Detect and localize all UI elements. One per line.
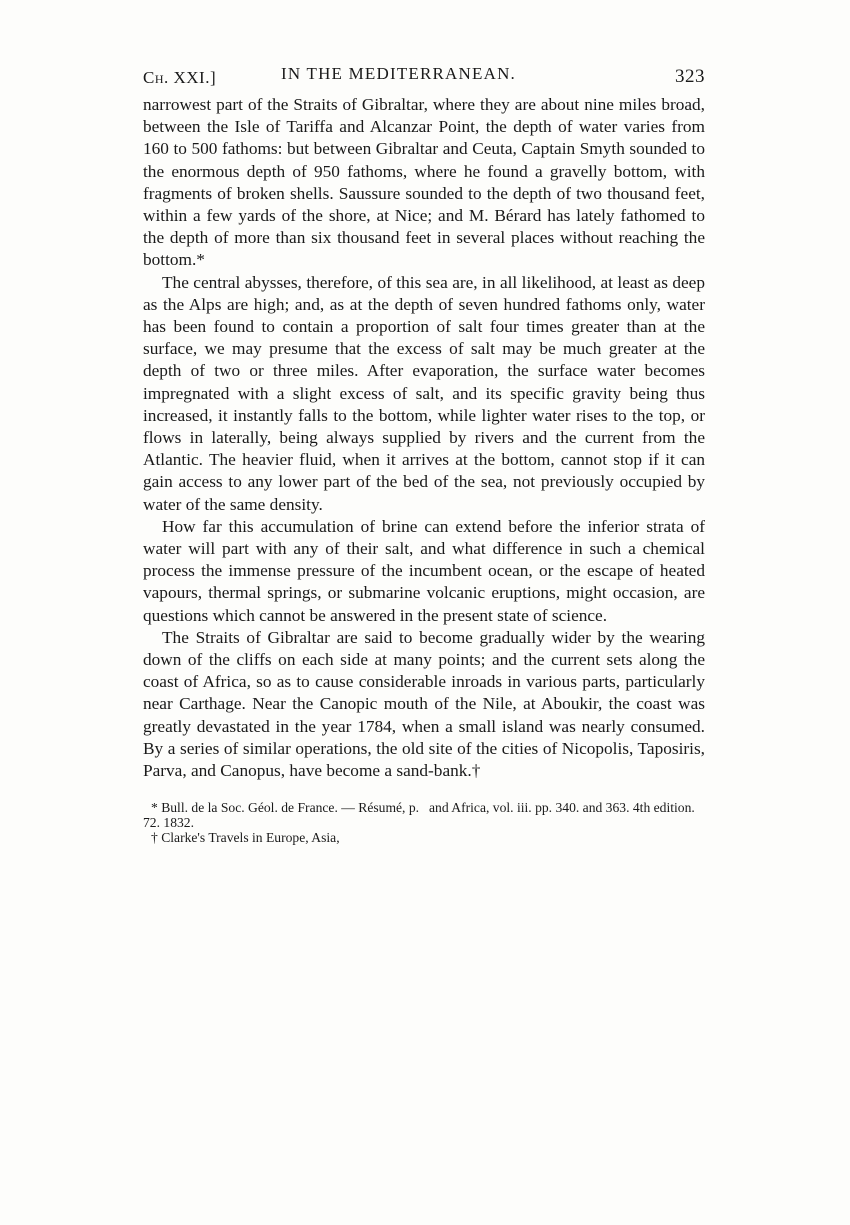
page-number: 323 (675, 66, 705, 87)
page (143, 60, 705, 845)
body-text (143, 94, 705, 782)
running-title: IN THE MEDITERRANEAN. (281, 64, 517, 83)
footnotes (143, 800, 705, 845)
chapter-marker: Ch. XXI.] (143, 68, 217, 87)
paragraph: How far this accumulation of brine can extend before the inferior strata of water will part with any of their salt, and what difference in such a chemical process the immense pressure of the incumbent ocean, or the escape of heated vapours, thermal springs, or submarine volcanic eruptions, might occasion, are questions which cannot be answered in the present state of science. (143, 516, 705, 625)
running-head (143, 60, 705, 90)
footnote-column-left (143, 800, 423, 845)
paragraph: narrowest part of the Straits of Gibraltar, where they are about nine miles broad, between the Isle of Tariffa and Alcanzar Point, the depth of water varies from 160 to 500 fathoms: but between Gibraltar and Ceuta, Captain Smyth sounded to the enormous depth of 950 fathoms, where he found a gravelly bottom, with fragments of broken shells. Saussure sounded to the depth of two thousand feet, within a few yards of the shore, at Nice; and M. Bérard has lately fathomed to the depth of more than six thousand feet in several places without reaching the bottom.* (143, 95, 705, 270)
paragraph: The Straits of Gibraltar are said to become gradually wider by the wearing down of the cliffs on each side at many points; and the current sets along the coast of Africa, so as to cause considerable inroads in various parts, particularly near Carthage. Near the Canopic mouth of the Nile, at Aboukir, the coast was greatly devastated in the year 1784, when a small island was nearly consumed. By a series of similar operations, the old site of the cities of Nicopolis, Taposiris, Parva, and Canopus, have become a sand-bank.† (143, 627, 705, 781)
footnote-column-right: and Africa, vol. iii. pp. 340. and 363. 4th edition. (429, 800, 695, 816)
paragraph: The central abysses, therefore, of this sea are, in all likelihood, at least as deep as the Alps are high; and, as at the depth of seven hundred fathoms only, water has been found to contain a proportion of salt four times greater than at the surface, we may presume that the excess of salt may be much greater at the depth of two or three miles. After evaporation, the surface water becomes impregnated with a slight excess of salt, and its specific gravity being thus increased, it instantly falls to the bottom, while lighter water rises to the top, or flows in laterally, being always supplied by rivers and the current from the Atlantic. The heavier fluid, when it arrives at the bottom, cannot stop if it can gain access to any lower part of the bed of the sea, not previously occupied by water of the same density. (143, 272, 705, 514)
footnote-asterisk: * Bull. de la Soc. Géol. de France. — Résumé, p. 72. 1832. (143, 800, 420, 831)
footnote-dagger: † Clarke's Travels in Europe, Asia, (151, 830, 340, 846)
